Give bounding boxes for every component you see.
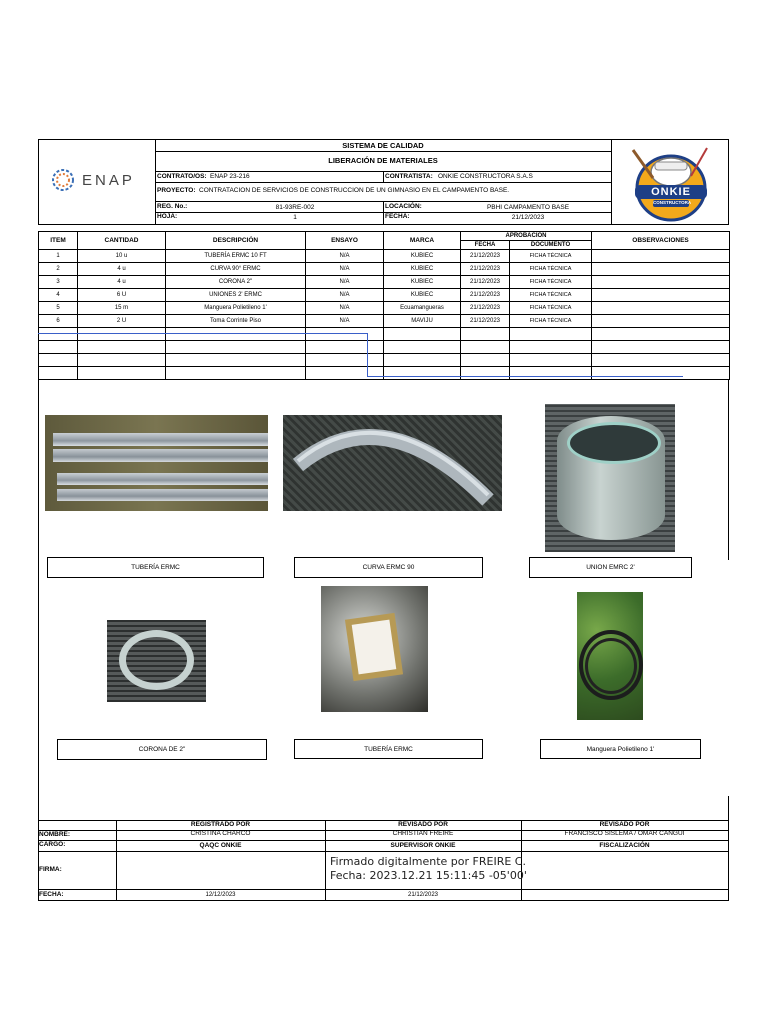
digital-signature bbox=[330, 855, 527, 883]
registrado-por-header: REGISTRADO POR bbox=[190, 821, 251, 828]
doc-title: LIBERACIÓN DE MATERIALES bbox=[328, 156, 438, 165]
fecha-value: 21/12/2023 bbox=[511, 214, 545, 221]
nombre-label: NOMBRE: bbox=[39, 831, 71, 838]
digital-signature-line2: Fecha: 2023.12.21 15:11:45 -05'00' bbox=[330, 869, 527, 882]
hoja-value: 1 bbox=[293, 214, 297, 221]
contratista-label: CONTRATISTA: bbox=[385, 173, 433, 180]
nombre-1: CRISTINA CHARCO bbox=[190, 830, 251, 837]
table-row: 3 4 u CORONA 2" N/A KUBIEC 21/12/2023 FICHA TÉCNICA bbox=[39, 276, 730, 289]
enap-logo-icon bbox=[50, 167, 76, 193]
cargo-label: CARGO: bbox=[39, 841, 66, 848]
caption-manguera: Manguera Polietileno 1' bbox=[540, 739, 701, 759]
contratista-value: ONKIE CONSTRUCTORA S.A.S bbox=[438, 173, 533, 180]
fecha-sig-1: 12/12/2023 bbox=[205, 892, 236, 898]
caption-tuberia-2: TUBERÍA ERMC bbox=[294, 739, 483, 759]
nombre-3: FRANCISCO SISLEMA / OMAR CANGUI bbox=[564, 830, 685, 837]
table-row: 1 10 u TUBERÍA ERMC 10 FT N/A KUBIEC 21/12/2023 FICHA TÉCNICA bbox=[39, 250, 730, 263]
col-ensayo: ENSAYO bbox=[306, 232, 384, 250]
col-item: ITEM bbox=[39, 232, 78, 250]
contrato-value: ENAP 23-216 bbox=[210, 173, 250, 180]
col-documento: DOCUMENTO bbox=[510, 241, 592, 250]
table-row: 5 15 m Manguera Polietileno 1' N/A Ecuamangueras 21/12/2023 FICHA TÉCNICA bbox=[39, 302, 730, 315]
caption-tuberia: TUBERÍA ERMC bbox=[47, 557, 264, 578]
col-observaciones: OBSERVACIONES bbox=[592, 232, 730, 250]
hoja-label: HOJA: bbox=[157, 213, 178, 220]
locacion-value: PBHI CAMPAMENTO BASE bbox=[486, 204, 570, 211]
table-row-empty bbox=[39, 367, 730, 380]
photo-toma bbox=[321, 586, 428, 712]
cargo-2: SUPERVISOR ONKIE bbox=[390, 842, 456, 849]
table-row: 2 4 u CURVA 90° ERMC N/A KUBIEC 21/12/2023 FICHA TÉCNICA bbox=[39, 263, 730, 276]
firma-label: FIRMA: bbox=[39, 866, 62, 873]
nombre-2: CHRISTIAN FREIRE bbox=[392, 830, 454, 837]
cargo-1: QAQC ONKIE bbox=[199, 842, 242, 849]
onkie-logo-text: ONKIE bbox=[651, 186, 691, 198]
photo-tuberia bbox=[45, 415, 268, 511]
table-row: 6 2 U Toma Corrinte Piso N/A MAVIJU 21/12/2023 FICHA TÉCNICA bbox=[39, 315, 730, 328]
enap-logo bbox=[50, 166, 145, 194]
table-row-empty bbox=[39, 354, 730, 367]
table-row-empty bbox=[39, 341, 730, 354]
revisado-por-header-1: REVISADO POR bbox=[398, 821, 448, 828]
reg-value: 81-93RE-002 bbox=[275, 204, 315, 211]
revisado-por-header-2: REVISADO POR bbox=[599, 821, 650, 828]
locacion-label: LOCACIÓN: bbox=[385, 203, 422, 210]
digital-signature-line1: Firmado digitalmente por FREIRE C. bbox=[330, 855, 526, 868]
fecha-label: FECHA: bbox=[385, 213, 410, 220]
curva-shape bbox=[283, 415, 502, 511]
onkie-logo bbox=[625, 142, 715, 224]
photo-curva bbox=[283, 415, 502, 511]
caption-union: UNION EMRC 2' bbox=[529, 557, 692, 578]
selection-line bbox=[367, 333, 368, 377]
caption-curva: CURVA ERMC 90 bbox=[294, 557, 483, 578]
proyecto-label: PROYECTO: bbox=[157, 187, 196, 194]
table-row-empty bbox=[39, 328, 730, 341]
photo-corona bbox=[107, 620, 206, 702]
col-aprobacion: APROBACIÓN bbox=[461, 232, 592, 241]
proyecto-value: CONTRATACION DE SERVICIOS DE CONSTRUCCION DE UN GIMNASIO EN EL CAMPAMENTO BASE. bbox=[199, 187, 510, 194]
col-fecha: FECHA bbox=[461, 241, 510, 250]
col-marca: MARCA bbox=[384, 232, 461, 250]
col-cantidad: CANTIDAD bbox=[78, 232, 166, 250]
materials-table bbox=[38, 231, 730, 380]
enap-logo-text: ENAP bbox=[82, 172, 135, 189]
fecha-sig-label: FECHA: bbox=[39, 891, 64, 898]
cargo-3: FISCALIZACIÓN bbox=[599, 842, 650, 849]
fecha-sig-2: 21/12/2023 bbox=[407, 892, 439, 898]
contrato-label: CONTRATO/OS: bbox=[157, 173, 207, 180]
photo-manguera bbox=[577, 592, 643, 720]
system-title: SISTEMA DE CALIDAD bbox=[342, 141, 424, 150]
selection-line bbox=[367, 376, 683, 377]
table-row: 4 6 U UNIONES 2' ERMC N/A KUBIEC 21/12/2023 FICHA TÉCNICA bbox=[39, 289, 730, 302]
col-descripcion: DESCRIPCIÓN bbox=[166, 232, 306, 250]
photo-union bbox=[545, 404, 675, 552]
reg-label: REG. No.: bbox=[157, 203, 188, 210]
onkie-logo-icon bbox=[625, 142, 715, 224]
caption-corona: CORONA DE 2" bbox=[57, 739, 267, 760]
selection-line bbox=[38, 333, 368, 334]
onkie-logo-subtext: CONSTRUCTORA bbox=[653, 200, 692, 205]
